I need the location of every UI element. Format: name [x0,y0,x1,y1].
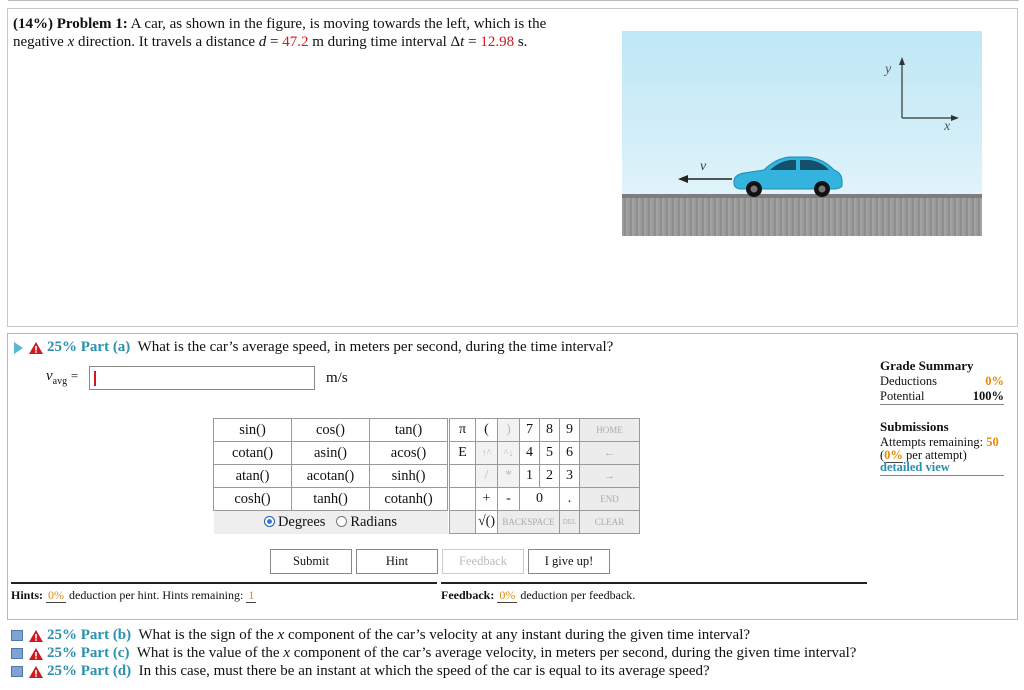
divide-button[interactable]: / [476,465,498,488]
grade-summary-title: Grade Summary [880,358,974,373]
fn-cosh-button[interactable]: cosh() [214,488,292,511]
multiply-button[interactable]: * [498,465,520,488]
velocity-label: v [700,159,707,174]
play-icon[interactable] [14,342,23,354]
problem-text-1: A car, as shown in the figure, is moving towards the left, which is the negative [13,16,547,50]
answer-equals: = [70,368,79,383]
answer-input[interactable] [89,366,315,390]
numeric-keypad [449,418,640,534]
part-b-percent: 25% [47,627,77,643]
give-up-button[interactable]: I give up! [528,549,610,574]
feedback-button[interactable]: Feedback [442,549,524,574]
del-button[interactable]: DEL [560,511,580,534]
submissions-title: Submissions [880,419,949,434]
top-divider [8,0,1019,3]
problem-label: Problem 1: [56,16,128,32]
digit-0-button[interactable]: 0 [520,488,560,511]
part-c-percent: 25% [47,645,77,661]
radians-radio[interactable] [336,516,347,527]
part-d-label: Part (d) [80,663,132,679]
digit-3-button[interactable]: 3 [560,465,580,488]
problem-eq: = [266,34,283,50]
pi-button[interactable]: π [450,419,476,442]
problem-var-d: d [258,34,267,50]
part-b-row[interactable] [11,626,856,644]
hint-button[interactable]: Hint [356,549,438,574]
problem-text-s: s. [514,34,528,50]
potential-row [880,389,1004,405]
feedback-bar [441,582,867,616]
hints-label: Hints: [11,588,44,602]
per-attempt-value: 0% [884,448,903,462]
deductions-row [880,374,1004,389]
problem-text-m: m during time interval Δ [308,34,461,50]
part-c-question-2: component of the car’s average velocity, in meters per second, during the given time interval? [290,645,857,661]
fn-cotan-button[interactable]: cotan() [214,442,292,465]
part-a-percent: 25% [47,339,77,355]
digit-5-button[interactable]: 5 [540,442,560,465]
up-button[interactable]: ↑^ [476,442,498,465]
digit-2-button[interactable]: 2 [540,465,560,488]
function-keypad [213,418,448,534]
part-a-header [14,339,613,356]
part-icon [11,648,23,659]
answer-var: v [46,368,53,384]
problem-var-t: t [460,34,465,50]
degrees-label: Degrees [277,513,326,530]
sqrt-button[interactable]: √() [476,511,498,534]
feedback-percent: 0% [499,588,516,602]
hints-bar [11,582,437,616]
road [622,194,982,236]
warning-icon [29,630,43,642]
problem-panel [7,8,1018,327]
part-c-label: Part (c) [80,645,130,661]
deductions-label: Deductions [880,374,937,388]
answer-label [46,368,78,387]
down-button[interactable]: ^↓ [498,442,520,465]
part-d-percent: 25% [47,663,77,679]
part-b-question-1: What is the sign of the [138,627,278,643]
backspace-button[interactable]: BACKSPACE [498,511,560,534]
car-figure [622,31,982,236]
part-c-var-x: x [283,645,290,661]
hints-percent: 0% [48,588,65,602]
part-b-var-x: x [277,627,285,643]
part-c-question-1: What is the value of the [136,645,284,661]
part-a-question: What is the car’s average speed, in meters per second, during the time interval? [137,339,614,355]
hints-text: deduction per hint. Hints remaining: [69,588,244,602]
digit-7-button[interactable]: 7 [520,419,540,442]
submit-button[interactable]: Submit [270,549,352,574]
part-c-row[interactable] [11,644,856,662]
potential-value: 100% [972,389,1004,403]
fn-cos-button[interactable]: cos() [292,419,370,442]
home-button[interactable]: HOME [580,419,640,442]
plus-button[interactable]: + [476,488,498,511]
digit-9-button[interactable]: 9 [560,419,580,442]
answer-var-sub: avg [52,376,68,387]
degrees-radio[interactable] [264,516,275,527]
per-attempt-open: ( [880,448,885,462]
grade-summary [880,358,1004,476]
fn-atan-button[interactable]: atan() [214,465,292,488]
lparen-button[interactable]: ( [476,419,498,442]
fn-asin-button[interactable]: asin() [292,442,370,465]
e-button[interactable]: E [450,442,476,465]
problem-weight: (14%) [13,16,53,32]
warning-icon [29,342,43,354]
input-caret [94,371,96,386]
digit-6-button[interactable]: 6 [560,442,580,465]
attempts-label: Attempts remaining: [880,435,984,449]
end-button[interactable]: END [580,488,640,511]
car-icon [730,153,844,199]
warning-icon [29,648,43,660]
dot-button[interactable]: . [560,488,580,511]
digit-4-button[interactable]: 4 [520,442,540,465]
feedback-text: deduction per feedback. [520,588,636,602]
fn-sinh-button[interactable]: sinh() [370,465,448,488]
fn-sin-button[interactable]: sin() [214,419,292,442]
angle-mode-row [214,511,448,534]
problem-text-2: direction. It travels a distance [74,34,259,50]
digit-8-button[interactable]: 8 [540,419,560,442]
clear-button[interactable]: CLEAR [580,511,640,534]
attempts-value: 50 [986,435,999,449]
part-a-label: Part (a) [80,339,131,355]
part-b-question-2: component of the car’s velocity at any instant during the given time interval? [284,627,751,643]
left-arrow-button[interactable]: ← [580,442,640,465]
problem-eq2: = [464,34,481,50]
digit-1-button[interactable]: 1 [520,465,540,488]
deductions-value: 0% [985,374,1004,388]
part-icon [11,630,23,641]
axes-icon [892,56,962,126]
hints-remaining: 1 [248,588,255,602]
other-parts-list [11,626,856,680]
warning-icon [29,666,43,678]
minus-button[interactable]: - [498,488,520,511]
fn-acos-button[interactable]: acos() [370,442,448,465]
problem-var-x: x [67,34,75,50]
fn-acotan-button[interactable]: acotan() [292,465,370,488]
y-axis-label: y [885,62,892,77]
fn-cotanh-button[interactable]: cotanh() [370,488,448,511]
part-d-row[interactable] [11,662,856,680]
time-value: 12.98 [480,34,515,50]
radians-label: Radians [350,513,398,530]
right-arrow-button[interactable]: → [580,465,640,488]
part-icon [11,666,23,677]
detailed-view-link[interactable]: detailed view [880,460,950,474]
answer-unit: m/s [326,370,348,386]
part-b-label: Part (b) [80,627,132,643]
x-axis-label: x [944,119,951,134]
feedback-label: Feedback: [441,588,495,602]
per-attempt-label: per attempt) [902,448,967,462]
distance-value: 47.2 [282,34,309,50]
part-d-question: In this case, must there be an instant at which the speed of the car is equal to its average speed? [138,663,710,679]
fn-tan-button[interactable]: tan() [370,419,448,442]
rparen-button[interactable]: ) [498,419,520,442]
problem-statement [13,15,593,51]
fn-tanh-button[interactable]: tanh() [292,488,370,511]
potential-label: Potential [880,389,925,403]
part-a-panel [7,333,1018,620]
